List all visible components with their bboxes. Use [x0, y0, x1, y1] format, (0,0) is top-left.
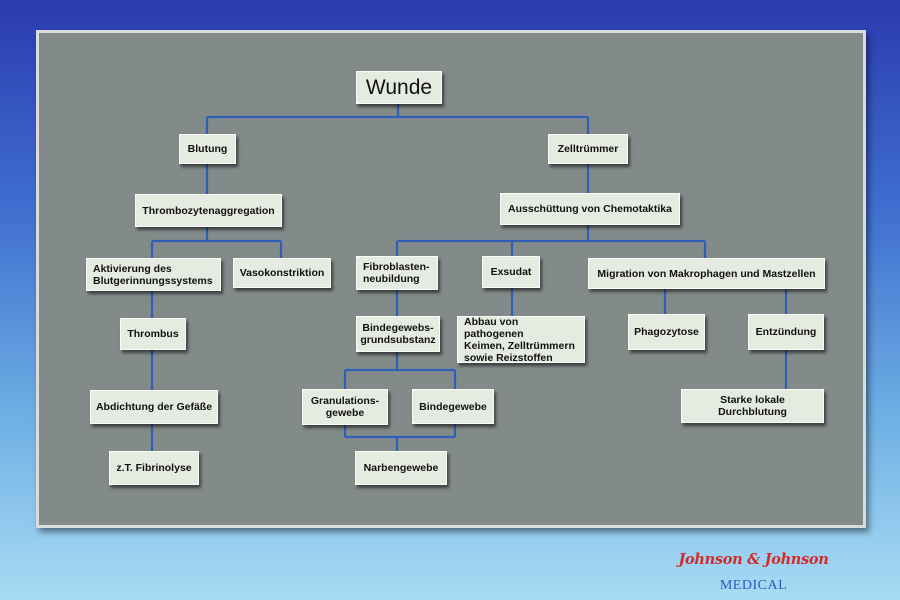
- node-abbau: Abbau von pathogenen Keimen, Zelltrümmern sowie Reizstoffen: [457, 316, 585, 363]
- node-blutung: Blutung: [179, 134, 236, 164]
- node-aktivierung: Aktivierung des Blutgerinnungssystems: [86, 258, 221, 291]
- node-migration: Migration von Makrophagen und Mastzellen: [588, 258, 825, 289]
- node-phagozytose: Phagozytose: [628, 314, 705, 350]
- node-vasokonstriktion: Vasokonstriktion: [233, 258, 331, 288]
- node-granulationsgewebe: Granulations- gewebe: [302, 389, 388, 425]
- node-entzuendung: Entzündung: [748, 314, 824, 350]
- node-wunde: Wunde: [356, 71, 442, 104]
- node-fibrinolyse: z.T. Fibrinolyse: [109, 451, 199, 485]
- node-thrombozytenaggregation: Thrombozytenaggregation: [135, 194, 282, 227]
- node-durchblutung: Starke lokale Durchblutung: [681, 389, 824, 423]
- node-exsudat: Exsudat: [482, 256, 540, 288]
- node-chemotaktika: Ausschüttung von Chemotaktika: [500, 193, 680, 225]
- brand-division: MEDICAL: [719, 578, 788, 593]
- brand-logo: Johnson & Johnson: [678, 551, 829, 568]
- node-narbengewebe: Narbengewebe: [355, 451, 447, 485]
- node-bindegewebs-grundsubstanz: Bindegewebs- grundsubstanz: [356, 316, 440, 352]
- node-fibroblasten: Fibroblasten- neubildung: [356, 256, 438, 290]
- node-bindegewebe: Bindegewebe: [412, 389, 494, 424]
- node-thrombus: Thrombus: [120, 318, 186, 350]
- node-zelltruemmer: Zelltrümmer: [548, 134, 628, 164]
- node-abdichtung: Abdichtung der Gefäße: [90, 390, 218, 424]
